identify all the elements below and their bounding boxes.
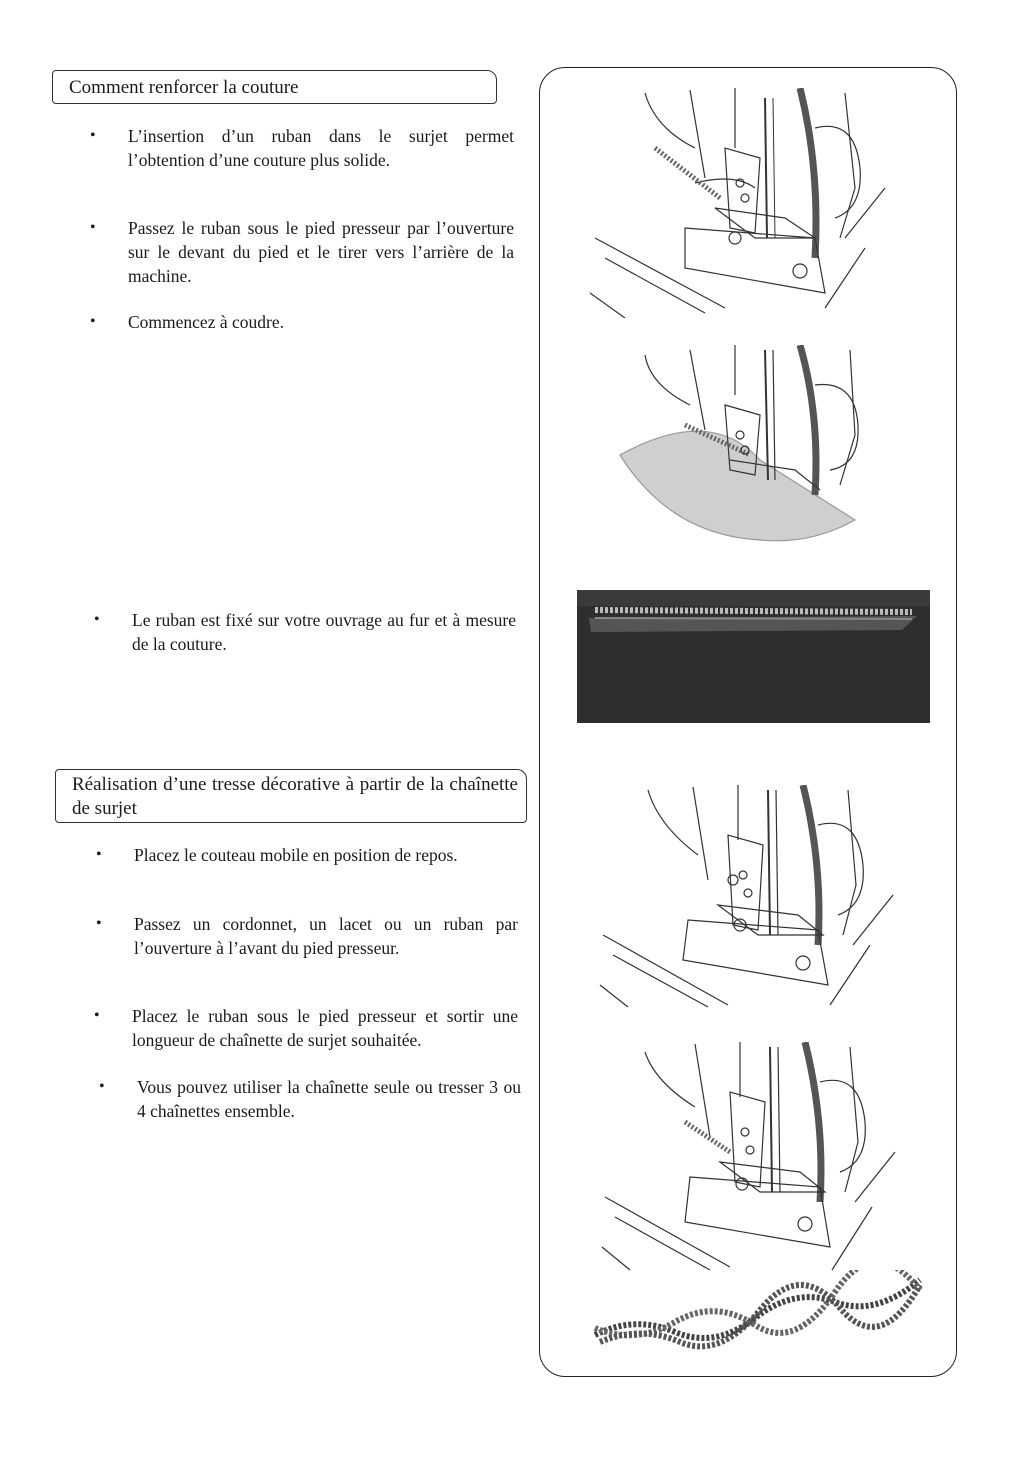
presser-foot-chain-illustration [600,1042,905,1272]
braided-chain-illustration [590,1270,930,1355]
bullet-tape-fixed: • Le ruban est fixé sur votre ouvrage au fur et à mesure de la couture. [132,608,516,656]
bullet-tape-insertion: • L’insertion d’un ruban dans le surjet permet l’obtention d’une couture plus solide. [128,124,514,172]
presser-foot-cord-illustration [598,785,903,1010]
bullet-start-sewing: • Commencez à coudre. [128,310,514,334]
bullet-chain-length: • Placez le ruban sous le pied presseur et sortir une longueur de chaînette de surjet souhaitée. [132,1004,518,1052]
bullet-braid-chains: • Vous pouvez utiliser la chaînette seule ou tresser 3 ou 4 chaînettes ensemble. [137,1075,521,1123]
bullet-pass-tape: • Passez le ruban sous le pied presseur par l’ouverture sur le devant du pied et le tirer vers l’arrière de la machine. [128,216,514,288]
bullet-pass-cord: • Passez un cordonnet, un lacet ou un ruban par l’ouverture à l’avant du pied presseur. [134,912,518,960]
section-heading-reinforce [52,70,497,104]
bullet-knife-rest: • Placez le couteau mobile en position de repos. [134,843,518,867]
seam-photo [577,590,930,723]
presser-foot-tape-illustration [585,88,905,318]
section-heading-reinforce-text: Comment renforcer la couture [69,77,299,98]
section-heading-braid-text: Réalisation d’une tresse décorative à partir de la chaînette de surjet [72,774,518,819]
sewing-fabric-illustration [610,345,870,555]
section-heading-braid [55,769,527,823]
